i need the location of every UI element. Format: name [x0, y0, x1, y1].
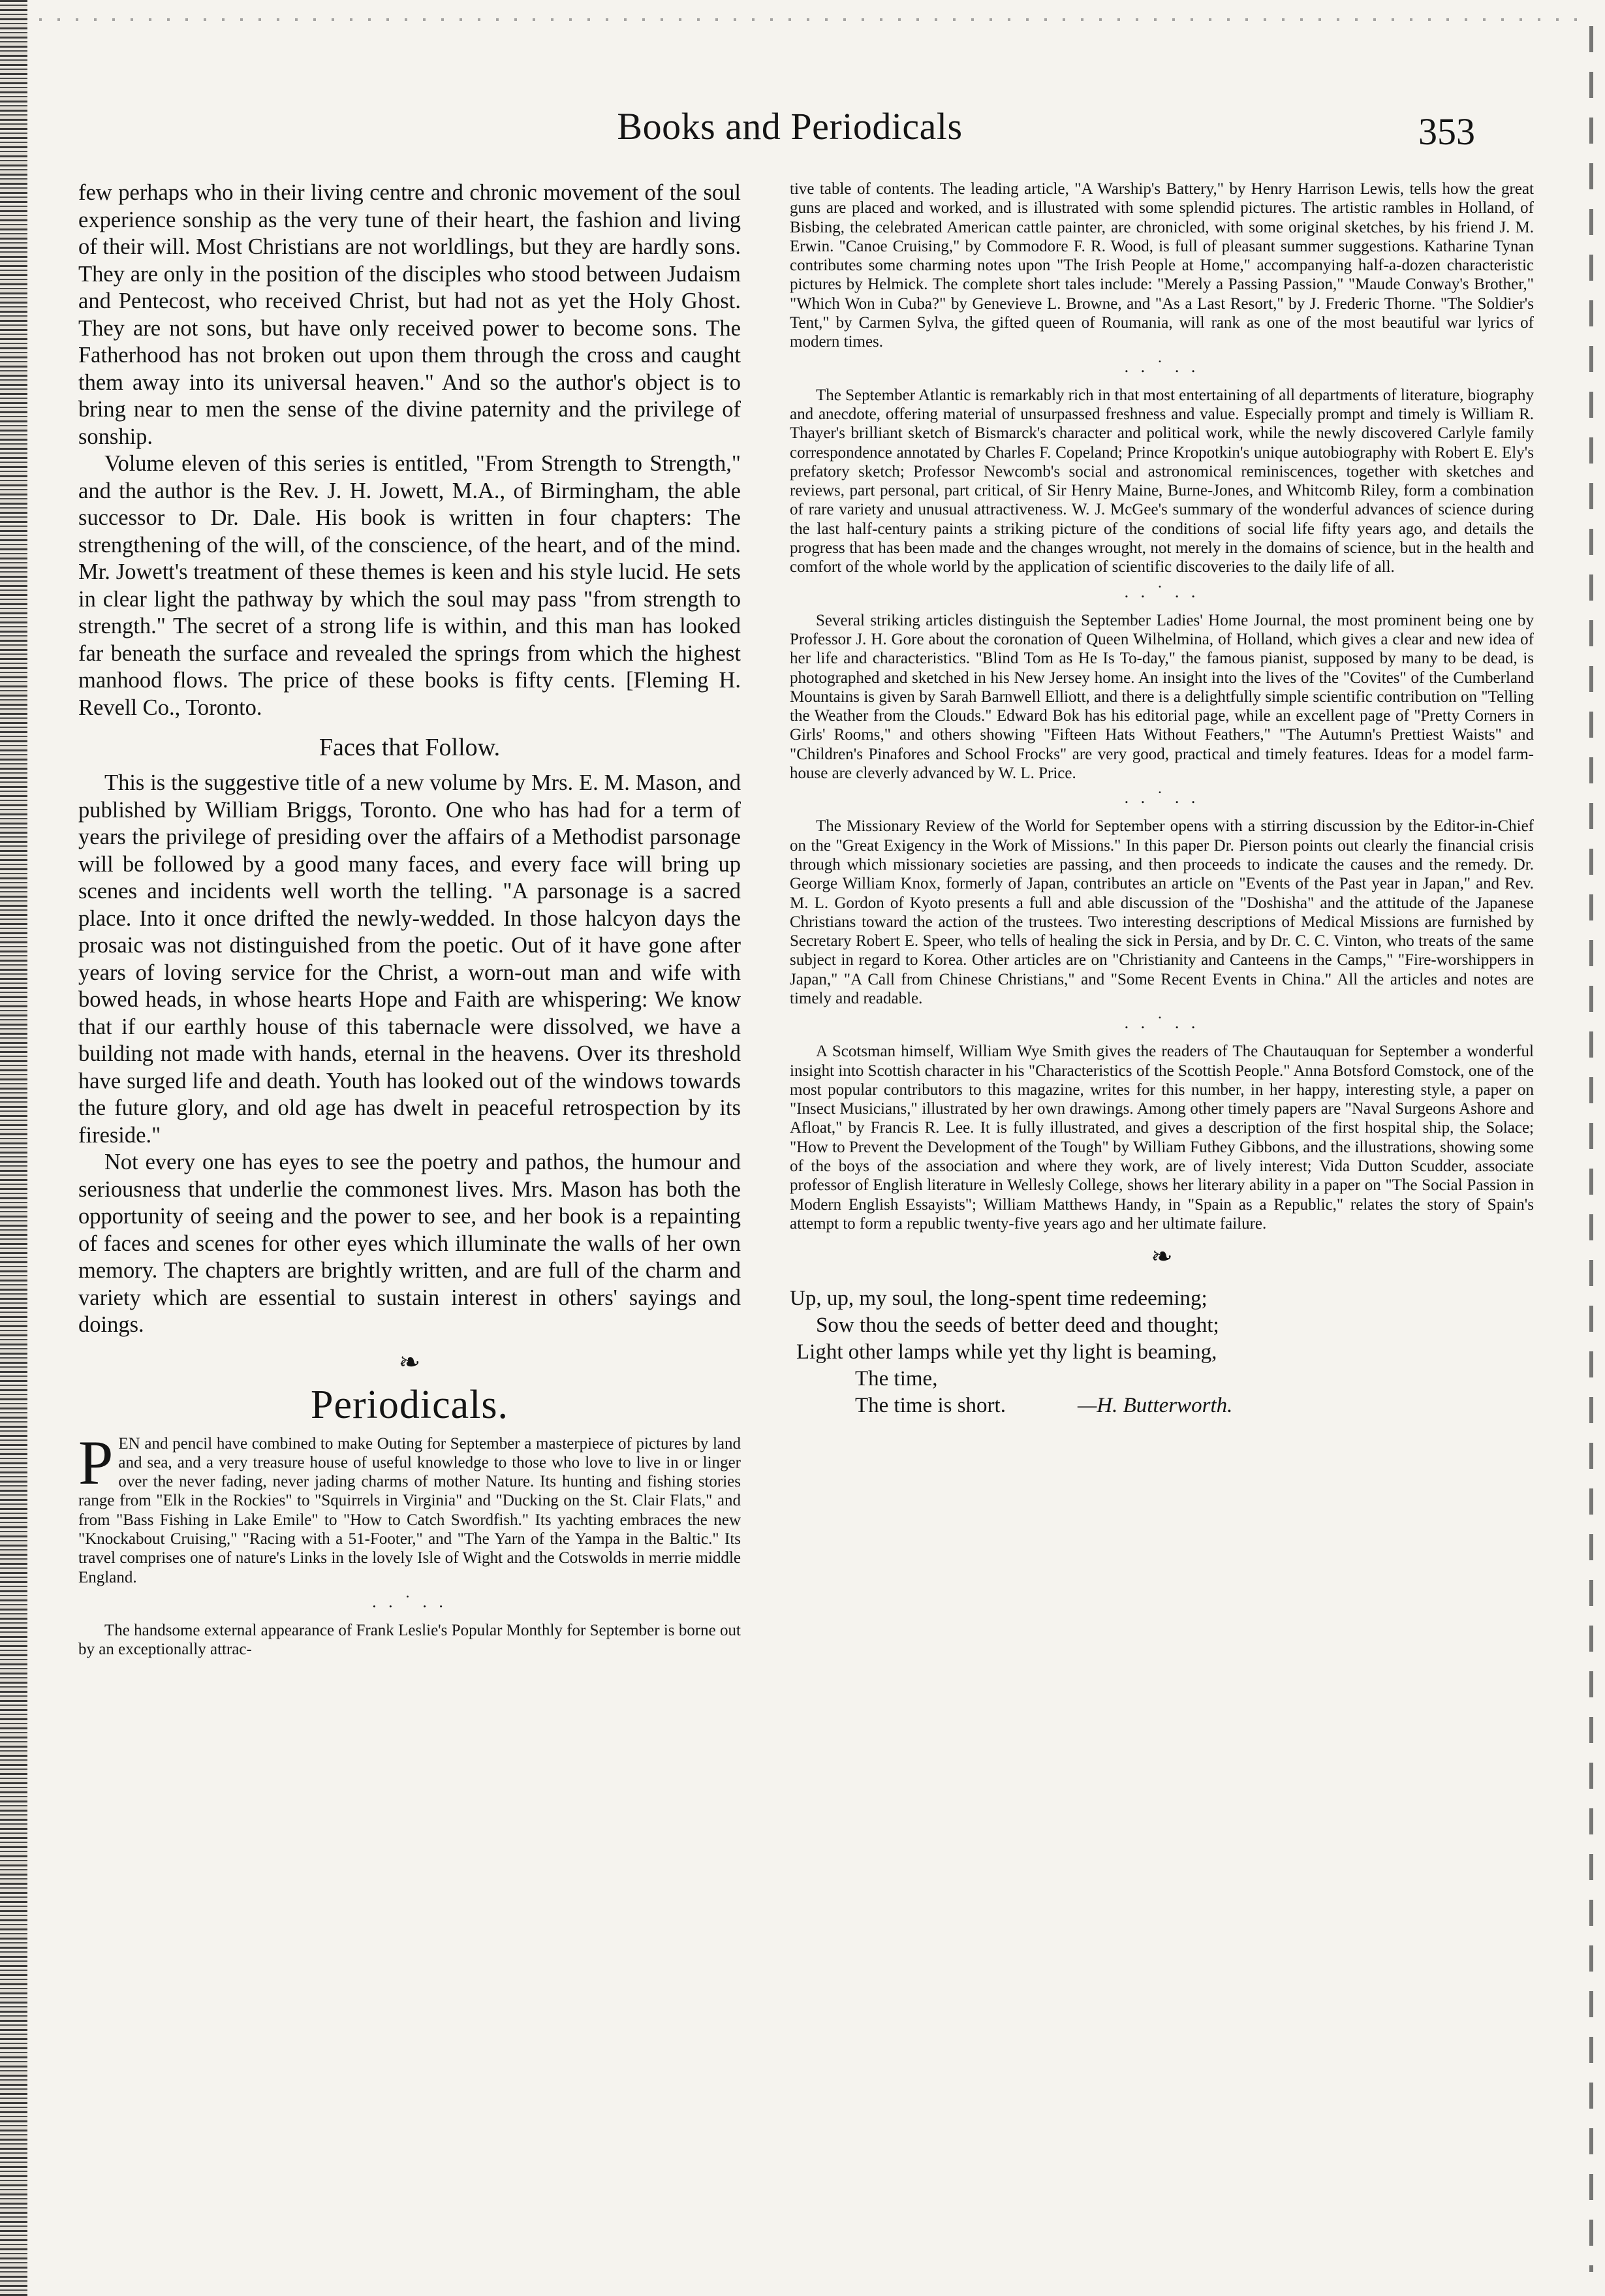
paragraph-frank-leslie: The handsome external appearance of Frank Leslie's Popular Monthly for September is borne out by an exceptionally attrac- [78, 1621, 741, 1659]
right-column [790, 180, 1534, 1419]
paragraph-ladies-home-journal: Several striking articles distinguish the September Ladies' Home Journal, the most prominent being one by Professor J. H. Gore about the coronation of Queen Wilhelmina, of Holland, which gives a clear and new idea of her life and characteristics. "Blind Tom as He Is To-day," the famous pianist, supposed by many to be dead, is photographed and sketched in his New Jersey home. An insight into the lives of the "Covites" of the Cumberland Mountains is given by Sarah Barnwell Elliott, and there is a delightfully simple scientific contribution on "Telling the Weather from the Clouds." Edward Bok has his editorial page, while an excellent page of "Pretty Corners in Girls' Rooms," and others showing "Fifteen Hats Without Feathers," "The Autumn's Prettiest Waists" and "Children's Pinafores and School Frocks" are very good, practical and timely features. Ideas for a model farm-house are cleverly advanced by W. L. Price. [790, 611, 1534, 783]
faces-heading: Faces that Follow. [319, 734, 501, 761]
paragraph-warship: tive table of contents. The leading article, "A Warship's Battery," by Henry Harrison Lewis, tells how the great guns are placed and worked, and is illustrated with some splendid pictures. The artistic rambles in Holland, of Bisbing, the celebrated American cattle painter, are chronicled, with some original sketches, by his friend J. M. Erwin. "Canoe Cruising," by Commodore F. R. Wood, is full of pleasant summer suggestions. Katharine Tynan contributes some charming notes upon "The Irish People at Home," accompanying half-a-dozen characteristic pictures by Helmick. The complete short tales include: "Merely a Passing Passion," "Maude Conway's Brother," "Which Won in Cuba?" by Genevieve L. Browne, and "As a Last Resort," by J. Frederic Thorne. "The Soldier's Tent," by Carmen Sylva, the gifted queen of Roumania, will rank as one of the most beautiful war lyrics of modern times. [790, 180, 1534, 351]
drop-cap: P [78, 1427, 114, 1498]
binding-edge [0, 0, 27, 2296]
poem [790, 1285, 1534, 1419]
page-number: 353 [1418, 110, 1475, 153]
poem-line: Sow thou the seeds of better deed and thought; [816, 1313, 1219, 1338]
paragraph-outing [78, 1427, 741, 1587]
fleuron-ornament-icon: ❧ [1151, 1242, 1173, 1272]
periodicals-heading: Periodicals. [311, 1382, 508, 1427]
separator-dots: . . ˙ . . [372, 1592, 447, 1611]
poem-line: The time is short. [855, 1394, 1006, 1418]
paragraph-faces-2: Not every one has eyes to see the poetry and pathos, the humour and seriousness that underlie the commonest lives. Mrs. Mason has both the opportunity of seeing and the power to see, and her book is a repainting of faces and scenes for other eyes which illuminate the walls of her own memory. The chapters are brightly written, and are full of the charm and variety which are essential to sustain interest in others' sayings and doings. [78, 1150, 741, 1337]
paragraph-sonship: few perhaps who in their living centre and chronic movement of the soul experience sonship as the very tune of their heart, the fashion and living of their will. Most Christians are not worldlings, but they are hardly sons. They are only in the position of the disciples who stood between Judaism and Pentecost, who received Christ, but had not as yet the Holy Ghost. They are not sons, but have only received power to become sons. The Fatherhood has not broken out upon them through the cross and caught them away into its universal heaven." And so the author's object is to bring near to men the sense of the divine paternity and the privilege of sonship. [78, 180, 741, 449]
separator-dots: . . ˙ . . [1124, 788, 1200, 808]
left-large-text [78, 180, 741, 1339]
separator-dots: . . ˙ . . [1124, 356, 1200, 376]
paragraph-missionary-review: The Missionary Review of the World for September opens with a stirring discussion by the Editor-in-Chief on the "Great Exigency in the Work of Missions." In this paper Dr. Pierson points out clearly the financial crisis through which missionary societies are passing, and then proceeds to indicate the causes and the remedy. Dr. George William Knox, formerly of Japan, contributes an article on "Events of the Past year in Japan," and Rev. M. L. Gordon of Kyoto presents a full and able discussion of the "Doshisha" and the attitude of the Japanese Christians toward the action of the trustees. Two interesting descriptions of Medical Missions are furnished by Secretary Robert E. Speer, who tells of healing the sick in Persia, and by Dr. C. C. Vinton, who treats of the same subject in regard to Korea. Other articles are on "Christianity and Canteens in the Camps," "Fire-worshippers in Japan," "A Call from Chinese Christians," and "Some Recent Events in China." All the articles and notes are timely and readable. [790, 817, 1534, 1007]
top-border [39, 18, 1593, 21]
running-head: Books and Periodicals [617, 105, 963, 148]
right-edge-marks [1589, 26, 1593, 2272]
paragraph-atlantic: The September Atlantic is remarkably rich in that most entertaining of all departments of literature, biography and anecdote, offering material of unsurpassed freshness and value. Especially prompt and timely is William R. Thayer's brilliant sketch of Bismarck's character and political work, while the newly discovered Carlyle family correspondence annotated by Charles F. Copeland; Prince Kropotkin's unique autobiography with Robert E. Ely's prefatory sketch; Professor Newcomb's social and astronomical reminiscences, together with sketches and reviews, part personal, part critical, of Sir Henry Maine, Burne-Jones, and Whitcomb Riley, form a combination of rare variety and unusual attractiveness. W. J. McGee's summary of the wonderful advances of science during the last half-century paints a striking picture of the conditions of social life fifty years ago, and details the progress that has been made and the changes wrought, not merely in the domains of science, but in the health and comfort of the whole world by the application of scientific discoveries to the daily life of all. [790, 386, 1534, 576]
paragraph-outing-text: EN and pencil have combined to make Outing for September a masterpiece of pictures by land and sea, and a very treasure house of useful knowledge to those who love to live in or linger over the never fading, never jading charms of mother Nature. Its hunting and fishing stories range from "Elk in the Rockies" to "Squirrels in Virginia" and "Ducking on the St. Clair Flats," and from "Bass Fishing in Lake Emile" to "How to Catch Swordfish." Its yachting embraces the new "Knockabout Cruising," "Racing with a 51-Footer," and "The Yarn of the Yampa in the Baltic." Its travel comprises one of nature's Links in the lovely Isle of Wight and the Cotswolds in merrie middle England. [78, 1434, 741, 1586]
poem-line: The time, [855, 1367, 938, 1391]
right-small-text [790, 180, 1534, 1233]
paragraph-strength: Volume eleven of this series is entitled, "From Strength to Strength," and the author is the Rev. J. H. Jowett, M.A., of Birmingham, the able successor to Dr. Dale. His book is written in four chapters: The strengthening of the will, of the conscience, of the heart, and of the mind. Mr. Jowett's treatment of these themes is keen and his style lucid. He sets in clear light the pathway by which the soul may pass "from strength to strength." The secret of a strong life is within, and this man has looked far beneath the surface and revealed the springs from which the highest manhood flows. The price of these books is fifty cents. [Fleming H. Revell Co., Toronto. [78, 451, 741, 720]
poem-line: Light other lamps while yet thy light is beaming, [796, 1340, 1217, 1364]
fleuron-ornament-icon: ❧ [398, 1347, 421, 1377]
paragraph-chautauquan: A Scotsman himself, William Wye Smith gives the readers of The Chautauquan for September a wonderful insight into Scottish character in his "Characteristics of the Scottish People." Anna Botsford Comstock, one of the most popular contributors to this magazine, writes for this number, in her happy, interesting style, a paper on "Insect Musicians," illustrated by her own drawings. Among other timely papers are "Naval Surgeons Ashore and Afloat," by Francis R. Lee. It is fully illustrated, and gives a description of the first hospital ship, the Solace; "How to Prevent the Development of the Tough" by William Futhey Gibbons, and the illustrations, showing some of the boys of the association and where they work, are of lively interest; Vida Dutton Scudder, associate professor of English literature in Wellesly College, shows her literary ability in a paper on "The Social Passion in Modern English Essayists"; William Matthews Handy, in "Spain as a Republic," relates the story of Spain's attempt to form a republic twenty-five years ago and her ultimate failure. [790, 1043, 1534, 1233]
left-column [78, 180, 741, 1659]
poem-line: Up, up, my soul, the long-spent time redeeming; [790, 1287, 1208, 1311]
separator-dots: . . ˙ . . [1124, 1013, 1200, 1033]
separator-dots: . . ˙ . . [1124, 582, 1200, 601]
poem-author: —H. Butterworth. [1077, 1394, 1233, 1418]
left-small-text [78, 1427, 741, 1659]
paragraph-faces-1: This is the suggestive title of a new volume by Mrs. E. M. Mason, and published by William Briggs, Toronto. One who has had for a term of years the privilege of presiding over the affairs of a Methodist parsonage will be followed by a good many faces, and every face will bring up scenes and incidents well worth the telling. "A parsonage is a sacred place. Into it once drifted the newly-wedded. In those halcyon days the prosaic was not distinguished from the poetic. Out of it have gone after years of loving service for the Christ, a worn-out man and wife with bowed heads, in whose hearts Hope and Faith are whispering: We know that if our earthly house of this tabernacle were dissolved, we have a building not made with hands, eternal in the heavens. Over its threshold have surged life and death. Youth has looked out of the windows towards the future glory, and old age has dwelt in peaceful retrospection by its fireside." [78, 770, 741, 1148]
